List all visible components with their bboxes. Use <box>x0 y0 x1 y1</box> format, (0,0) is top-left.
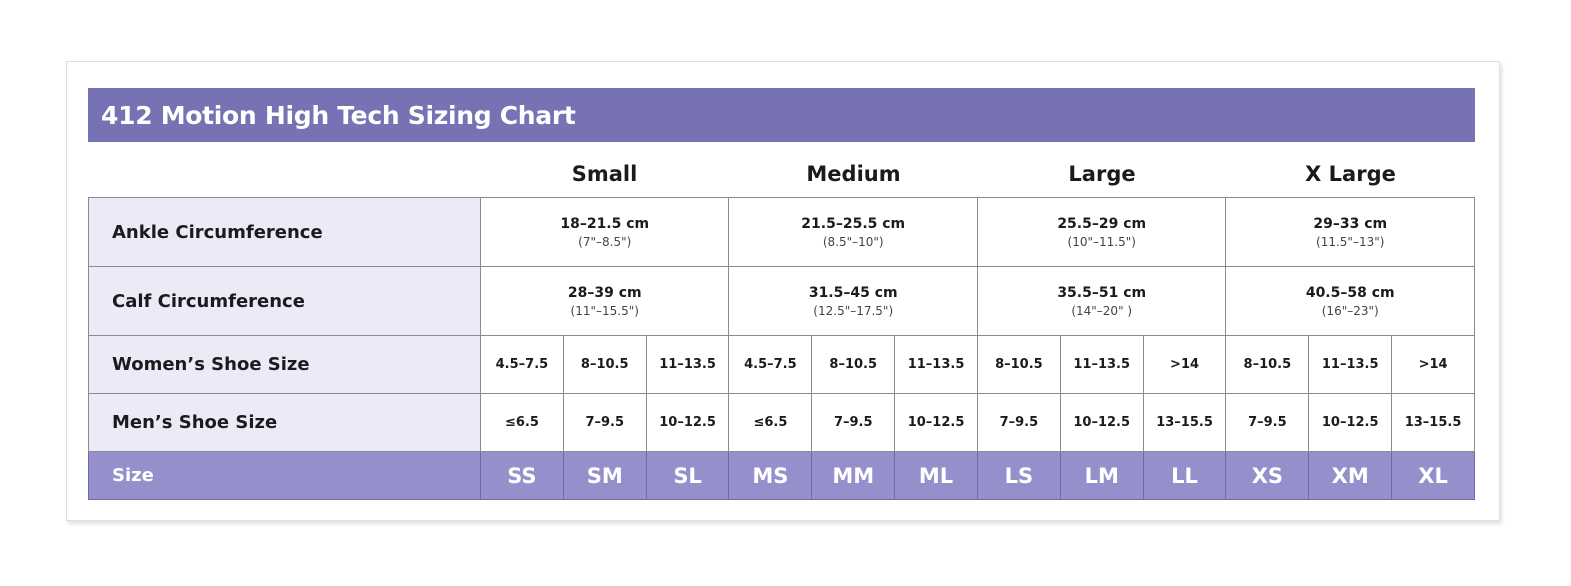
men-shoe-cell: 7–9.5 <box>812 394 895 452</box>
ankle-cell-small: 18–21.5 cm (7"–8.5") <box>481 198 729 267</box>
women-shoe-cell: 4.5–7.5 <box>481 336 564 394</box>
ankle-cell-medium: 21.5–25.5 cm (8.5"–10") <box>729 198 977 267</box>
men-shoe-cell: 13–15.5 <box>1392 394 1475 452</box>
row-label-men-shoe: Men’s Shoe Size <box>89 394 481 452</box>
row-label-calf: Calf Circumference <box>89 267 481 336</box>
women-shoe-cell: >14 <box>1392 336 1475 394</box>
row-label-ankle: Ankle Circumference <box>89 198 481 267</box>
ankle-cell-large: 25.5–29 cm (10"–11.5") <box>977 198 1225 267</box>
women-shoe-cell: 11–13.5 <box>1309 336 1392 394</box>
size-code-cell: SL <box>646 452 729 500</box>
women-shoe-cell: 4.5–7.5 <box>729 336 812 394</box>
table-row-men-shoe <box>89 394 1475 452</box>
size-code-cell: XS <box>1226 452 1309 500</box>
men-shoe-cell: 7–9.5 <box>977 394 1060 452</box>
table-row-ankle <box>89 198 1475 267</box>
title-bar <box>88 88 1475 142</box>
size-code-cell: ML <box>895 452 978 500</box>
calf-cell-medium: 31.5–45 cm (12.5"–17.5") <box>729 267 977 336</box>
group-header-small: Small <box>571 162 638 186</box>
men-shoe-cell: 10–12.5 <box>646 394 729 452</box>
men-shoe-cell: 10–12.5 <box>1309 394 1392 452</box>
women-shoe-cell: >14 <box>1143 336 1226 394</box>
group-header-medium: Medium <box>806 162 901 186</box>
group-header-large: Large <box>1068 162 1136 186</box>
size-code-cell: MM <box>812 452 895 500</box>
size-code-cell: SS <box>481 452 564 500</box>
women-shoe-cell: 8–10.5 <box>812 336 895 394</box>
calf-cell-small: 28–39 cm (11"–15.5") <box>481 267 729 336</box>
row-label-women-shoe: Women’s Shoe Size <box>89 336 481 394</box>
men-shoe-cell: ≤6.5 <box>729 394 812 452</box>
men-shoe-cell: 7–9.5 <box>1226 394 1309 452</box>
size-code-cell: XL <box>1392 452 1475 500</box>
women-shoe-cell: 8–10.5 <box>977 336 1060 394</box>
chart-title: 412 Motion High Tech Sizing Chart <box>101 100 576 130</box>
size-code-cell: LS <box>977 452 1060 500</box>
size-code-cell: MS <box>729 452 812 500</box>
women-shoe-cell: 11–13.5 <box>646 336 729 394</box>
calf-cell-large: 35.5–51 cm (14"–20" ) <box>977 267 1225 336</box>
size-code-cell: XM <box>1309 452 1392 500</box>
men-shoe-cell: 10–12.5 <box>895 394 978 452</box>
men-shoe-cell: 13–15.5 <box>1143 394 1226 452</box>
table-row-size <box>89 452 1475 500</box>
men-shoe-cell: 7–9.5 <box>563 394 646 452</box>
ankle-cell-x-large: 29–33 cm (11.5"–13") <box>1226 198 1475 267</box>
men-shoe-cell: ≤6.5 <box>481 394 564 452</box>
calf-cell-x-large: 40.5–58 cm (16"–23") <box>1226 267 1475 336</box>
size-code-cell: LM <box>1060 452 1143 500</box>
row-label-size: Size <box>89 452 481 500</box>
size-code-cell: LL <box>1143 452 1226 500</box>
table-row-calf <box>89 267 1475 336</box>
group-header-x-large: X Large <box>1305 162 1396 186</box>
table-row-women-shoe <box>89 336 1475 394</box>
women-shoe-cell: 8–10.5 <box>563 336 646 394</box>
size-code-cell: SM <box>563 452 646 500</box>
sizing-table <box>88 197 1475 500</box>
men-shoe-cell: 10–12.5 <box>1060 394 1143 452</box>
women-shoe-cell: 8–10.5 <box>1226 336 1309 394</box>
women-shoe-cell: 11–13.5 <box>1060 336 1143 394</box>
women-shoe-cell: 11–13.5 <box>895 336 978 394</box>
